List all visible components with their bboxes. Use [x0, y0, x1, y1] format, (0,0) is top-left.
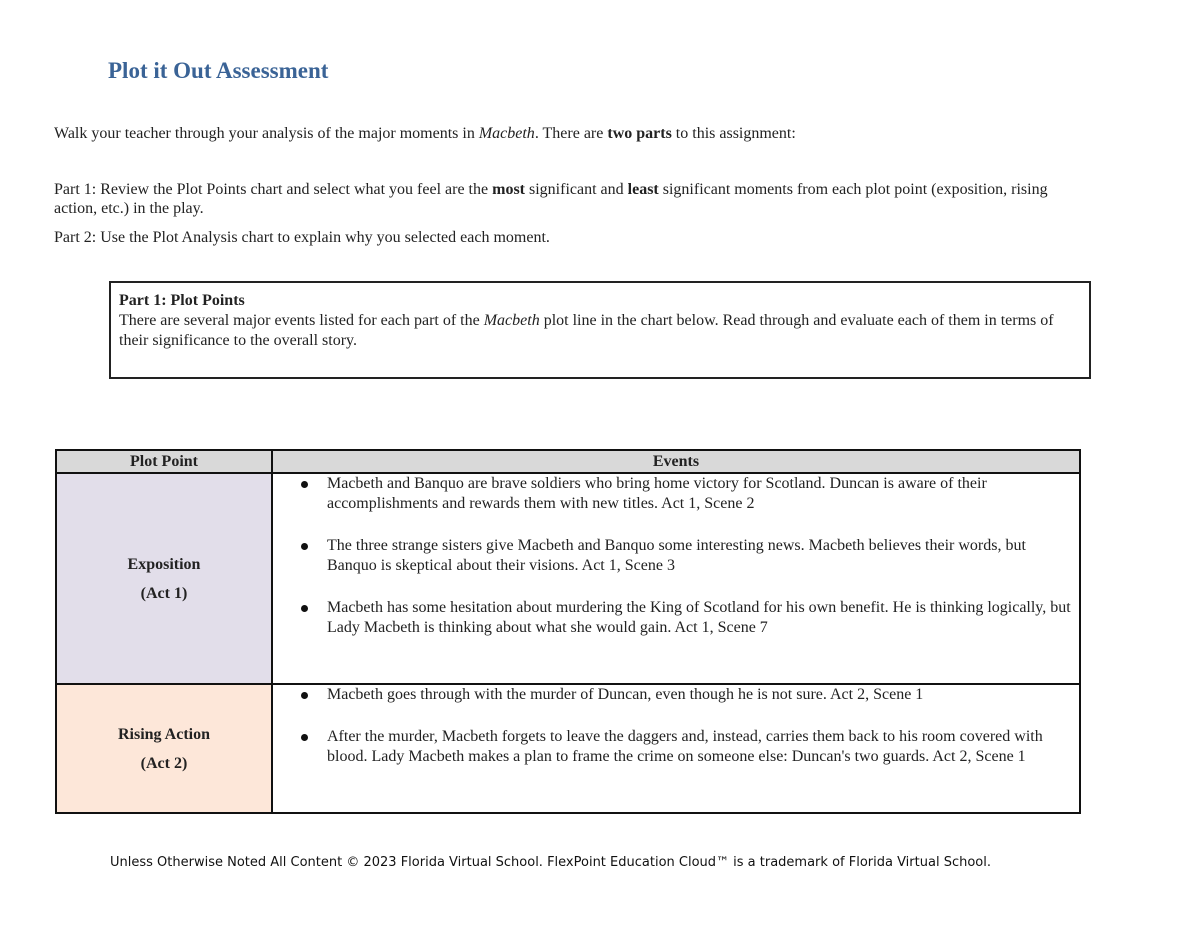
list-item: [273, 474, 1079, 514]
part1-least: least: [627, 181, 659, 198]
footer-copyright: Unless Otherwise Noted All Content © 2023 Florida Virtual School. FlexPoint Education Cloud™ is a trademark of Florida Virtual School.: [110, 855, 991, 870]
header-plot-point: Plot Point: [56, 450, 272, 473]
part1-mid: significant and: [525, 181, 628, 198]
table-row-exposition: [56, 473, 1080, 684]
exposition-event-list: [273, 474, 1079, 638]
exposition-events-cell: [272, 473, 1080, 684]
table-row-rising-action: [56, 684, 1080, 813]
part1-instructions: [54, 180, 1064, 218]
intro-paragraph: [54, 124, 796, 143]
table-header-row: [56, 450, 1080, 473]
intro-text-1: Walk your teacher through your analysis of the major moments in: [54, 125, 479, 142]
bullet-icon: [301, 734, 308, 741]
event-text: Macbeth has some hesitation about murdering the King of Scotland for his own benefit. He is thinking logically, but Lady Macbeth is thinking about what she would gain. Act 1, Scene 7: [327, 599, 1071, 636]
event-text: The three strange sisters give Macbeth and Banquo some interesting news. Macbeth believes their words, but Banquo is skeptical about their visions. Act 1, Scene 3: [327, 537, 1026, 574]
list-item: [273, 536, 1079, 576]
plot-points-box: [109, 281, 1091, 379]
exposition-label: Exposition: [127, 555, 201, 573]
event-text: Macbeth goes through with the murder of Duncan, even though he is not sure. Act 2, Scene 1: [327, 686, 924, 703]
list-item: [273, 598, 1079, 638]
part1-most: most: [492, 181, 525, 198]
event-text: After the murder, Macbeth forgets to leave the daggers and, instead, carries them back to his room covered with blood. Lady Macbeth makes a plan to frame the crime on someone else: Duncan's two guards. Act 2, Scene 1: [327, 728, 1043, 765]
page-title: Plot it Out Assessment: [108, 58, 329, 83]
intro-work-title: Macbeth: [478, 125, 535, 142]
rising-action-label: Rising Action: [117, 725, 210, 743]
intro-text-2: . There are: [534, 125, 608, 142]
part1-tail: significant moments from each plot point (exposition, rising action, etc.) in the play.: [54, 181, 1048, 217]
plot-points-box-text-2: plot line in the chart below. Read through and evaluate each of them in terms of their significance to the overall story.: [119, 312, 1054, 349]
bullet-icon: [301, 605, 308, 612]
plot-points-box-title: Part 1: Plot Points: [119, 292, 245, 309]
plot-points-box-text-1: There are several major events listed for each part of the: [119, 312, 484, 329]
intro-text-3: to this assignment:: [671, 125, 796, 142]
exposition-cell: [56, 473, 272, 684]
rising-action-event-list: [273, 685, 1079, 767]
intro-emphasis: two parts: [607, 125, 672, 142]
part2-instructions: Part 2: Use the Plot Analysis chart to explain why you selected each moment.: [54, 229, 550, 246]
exposition-act: (Act 1): [140, 584, 188, 602]
bullet-icon: [301, 543, 308, 550]
part1-lead: Part 1: Review the Plot Points chart and select what you feel are the: [54, 181, 493, 198]
header-events: Events: [272, 450, 1080, 473]
rising-action-events-cell: [272, 684, 1080, 813]
rising-action-cell: [56, 684, 272, 813]
plot-points-table: [55, 449, 1081, 814]
plot-points-box-work-title: Macbeth: [483, 312, 540, 329]
rising-action-act: (Act 2): [140, 754, 188, 772]
bullet-icon: [301, 481, 308, 488]
event-text: Macbeth and Banquo are brave soldiers who bring home victory for Scotland. Duncan is aware of their accomplishments and rewards them with new titles. Act 1, Scene 2: [327, 475, 987, 512]
list-item: [273, 685, 1079, 705]
list-item: [273, 727, 1079, 767]
bullet-icon: [301, 692, 308, 699]
